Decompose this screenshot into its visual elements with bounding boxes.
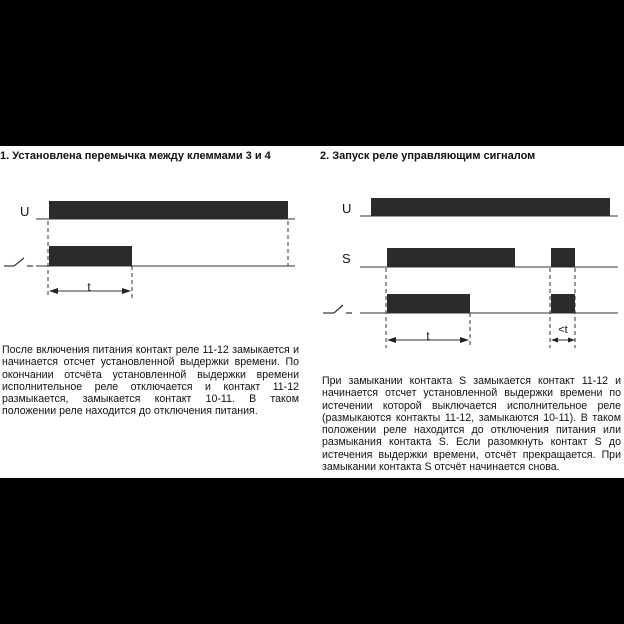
left-label-t: t xyxy=(87,280,91,294)
right-contact-bar-2 xyxy=(551,294,575,313)
left-contact-blade xyxy=(14,258,24,266)
left-contact-bar xyxy=(49,246,132,266)
right-lt-arrow-head-right xyxy=(568,338,575,343)
left-title: 1. Установлена перемычка между клеммами 3 и 4 xyxy=(0,150,271,162)
left-label-u: U xyxy=(20,204,30,219)
right-s-bar-1 xyxy=(387,248,515,267)
left-description: После включения питания контакт реле 11-12 замыкается и начинается отсчет установленной выдержки времени. По окончании отсчёта установленной выдержки времени исполнительное реле отключается и контакт 11-12 размыкается, замыкается контакт 10-11. В таком положении реле находится до отключения питания. xyxy=(2,344,299,418)
left-t-arrow-head-left xyxy=(49,288,58,294)
left-t-arrow-head-right xyxy=(122,288,131,294)
right-contact-bar-1 xyxy=(387,294,470,313)
right-u-bar xyxy=(371,198,610,216)
right-label-s: S xyxy=(342,251,351,266)
right-diagram xyxy=(323,198,618,348)
right-description: При замыкании контакта S замыкается контакт 11-12 и начинается отсчет установленной выдержки времени по истечении которой выключается исполнительное реле (размыкаются контакты 11-12, замыкаются 10-11). В таком положении реле находится до отключения питания или размыкания контакта S. Если разомкнуть контакт S до истечения выдержки времени, отсчёт прекращается. При замыкании контакта S отсчёт начинается снова. xyxy=(322,375,621,474)
right-t-arrow-head-left xyxy=(387,337,396,343)
right-contact-blade xyxy=(334,305,343,313)
right-t-arrow-head-right xyxy=(460,337,469,343)
right-label-u: U xyxy=(342,201,352,216)
right-s-bar-2 xyxy=(551,248,575,267)
right-label-t: t xyxy=(426,329,430,343)
right-label-lt: <t xyxy=(558,324,568,336)
right-lt-arrow-head-left xyxy=(551,338,558,343)
diagram-panel xyxy=(0,146,624,478)
left-diagram xyxy=(4,201,295,298)
right-title: 2. Запуск реле управляющим сигналом xyxy=(320,150,536,162)
left-u-bar xyxy=(49,201,288,219)
